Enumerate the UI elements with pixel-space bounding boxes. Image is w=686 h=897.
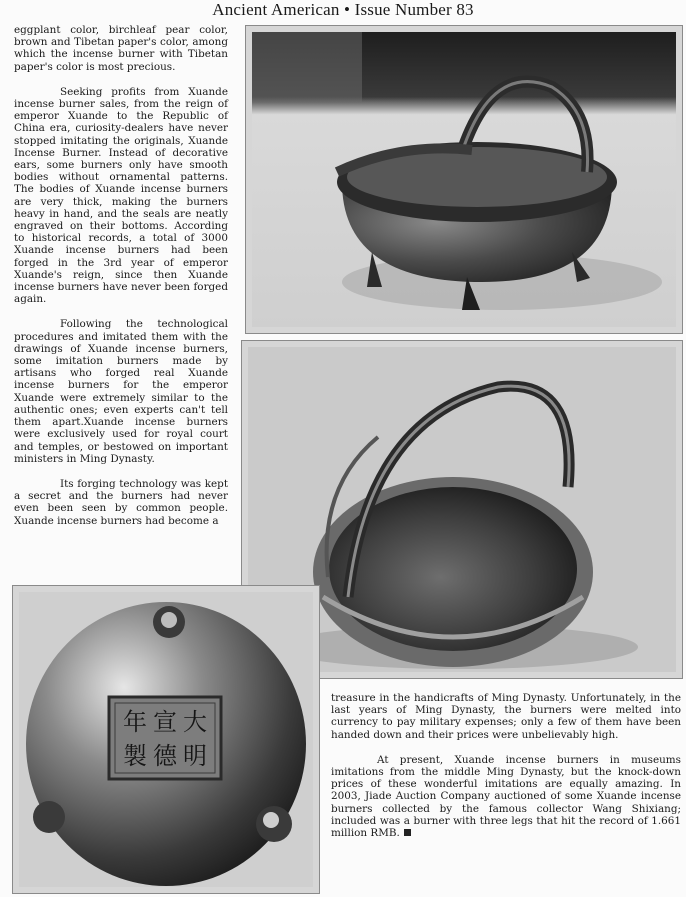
paragraph: treasure in the handicrafts of Ming Dynasty. Unfortunately, in the last years of Ming Dynasty, the burners were melted into currency to pay military expenses; only a few of them have been handed down and their prices were unbelievably high. <box>331 692 681 741</box>
running-title: Ancient American • Issue Number 83 <box>212 0 474 19</box>
paragraph <box>331 754 681 839</box>
end-of-article-mark <box>404 829 411 836</box>
photo-burner-side-view <box>246 26 682 333</box>
seal-char: 宣 <box>153 708 177 736</box>
seal-char: 年 <box>123 708 147 736</box>
paragraph-text: At present, Xuande incense burners in museums imitations from the middle Ming Dynasty, but the knock-down prices of these wonderful imitations are equally amazing. In 2003, Jiade Auction Company auctioned of some Xuande incense burners collected by the famous collector Wang Shixiang; included was a burner with three legs that hit the record of 1.661 million RMB. <box>331 753 681 840</box>
left-text-column <box>14 24 228 527</box>
paragraph: Its forging technology was kept a secret and the burners had never even been seen by common people. Xuande incense burners had become a <box>14 477 228 527</box>
paragraph: eggplant color, birchleaf pear color, brown and Tibetan paper's color, among which the incense burner with Tibetan paper's color is most precious. <box>14 24 228 73</box>
page-header <box>0 0 686 22</box>
paragraph: Seeking profits from Xuande incense burner sales, from the reign of emperor Xuande to the Republic of China era, curiosity-dealers have never stopped imitating the originals, Xuande Incense Burner. Instead of decorative ears, some burners only have smooth bodies without ornamental patterns. The bodies of Xuande incense burners are very thick, making the burners heavy in hand, and the seals are neatly engraved on their bottoms. According to historical records, a total of 3000 Xuande incense burners had been forged in the 3rd year of emperor Xuande's reign, since then Xuande incense burners have never been forged again. <box>14 85 228 306</box>
burner-bottom-image <box>19 592 313 887</box>
seal-char: 德 <box>153 742 177 770</box>
seal-char: 大 <box>183 708 207 736</box>
paragraph: Following the technological procedures and imitated them with the drawings of Xuande incense burners, some imitation burners made by artisans who forged real Xuande incense burners for the emperor Xuande were extremely similar to the authentic ones; even experts can't tell them apart.Xuande incense burners were exclusively used for royal court and temples, or bestowed on important ministers in Ming Dynasty. <box>14 318 228 465</box>
photo-burner-bottom-seal <box>13 586 319 893</box>
seal-char: 明 <box>183 742 207 770</box>
bottom-right-text-column <box>331 692 681 839</box>
seal-char: 製 <box>123 742 147 770</box>
burner-side-image <box>252 32 676 327</box>
